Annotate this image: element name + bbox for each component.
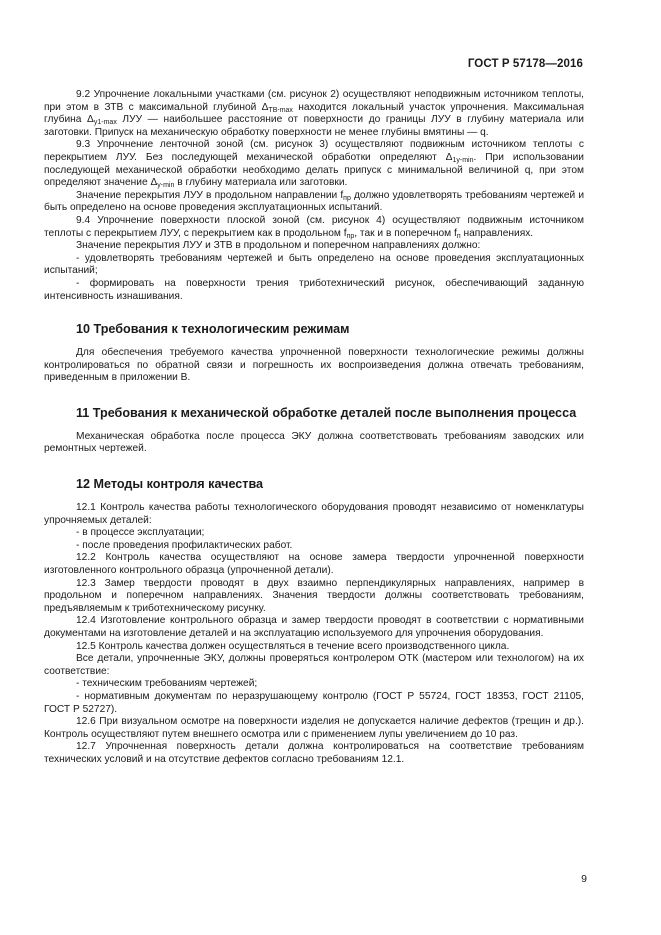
paragraph-9-3: 9.3 Упрочнение ленточной зоной (см. рисунок 3) осуществляют подвижным источником теплоты с перекрытием ЛУУ. Без последующей механической обработки определяют $\Delta_{1у-min}$. При использовании последующей механической обработки необходимо делать припуск с минимальной величиной q, при этом определяют значение $\Delta_{у-min}$ в глубину материала или заготовки. bbox=[44, 139, 585, 190]
paragraph-11: Механическая обработка после процесса ЭКУ должна соответствовать требованиям заводских или ремонтных чертежей. bbox=[44, 430, 584, 455]
section-10-heading: 10 Требования к технологическим режимам bbox=[76, 322, 350, 337]
section-9-continued bbox=[44, 89, 584, 303]
paragraph-12-3: 12.3 Замер твердости проводят в двух взаимно перпендикулярных направлениях, например в продольном и поперечном направлениях. Значения твердости должны соответствовать требованиям, предъявляемым к триботехническому рисунку. bbox=[44, 577, 584, 614]
paragraph-12-6: 12.6 При визуальном осмотре на поверхности изделия не допускается наличие дефектов (трещин и др.). Контроль осуществляют путем внешнего осмотра или с применением лупы увеличением до 10 раз. bbox=[44, 716, 584, 740]
list-item: - в процессе эксплуатации; bbox=[76, 527, 205, 539]
paragraph-12-2: 12.2 Контроль качества осуществляют на основе замера твердости упрочненной поверхности изготовленного контрольного образца (упрочненной детали). bbox=[44, 552, 584, 577]
paragraph-9-3-overlap: Значение перекрытия ЛУУ в продольном направлении $f_{пр}$ должно удовлетворять требованиям чертежей и быть определено на основе проведения эксплуатационных испытаний. bbox=[44, 189, 585, 214]
section-11-heading: 11 Требования к механической обработке деталей после выполнения процесса bbox=[76, 405, 577, 420]
paragraph-12-4: 12.4 Изготовление контрольного образца и замер твердости проводят в соответствии с нормативными документами на изготовление деталей и на эксплуатацию используемого для упрочнения оборудования. bbox=[44, 615, 584, 639]
document-standard-id: ГОСТ Р 57178—2016 bbox=[467, 58, 583, 70]
list-item: - удовлетворять требованиям чертежей и быть определено на основе проведения эксплуатационных испытаний; bbox=[44, 252, 584, 277]
section-12-heading: 12 Методы контроля качества bbox=[76, 477, 264, 492]
paragraph-12-5-otk: Все детали, упрочненные ЭКУ, должны проверяться контролером ОТК (мастером или технологом) на их соответствие: bbox=[44, 653, 584, 677]
paragraph-9-4: 9.4 Упрочнение поверхности плоской зоной (см. рисунок 4) осуществляют подвижным источником теплоты с перекрытием ЛУУ, с перекрытием как в продольном $f_{пр}$, так и в поперечном $f_п$ направлениях. bbox=[44, 214, 584, 240]
page-number: 9 bbox=[581, 873, 587, 885]
paragraph-12-1: 12.1 Контроль качества работы технологического оборудования проводят независимо от номенклатуры упрочняемых деталей: bbox=[44, 502, 584, 526]
paragraph-9-4-overlap: Значение перекрытия ЛУУ и ЗТВ в продольном и поперечном направлениях должно: bbox=[76, 240, 481, 252]
document-body bbox=[44, 89, 584, 767]
list-item: - после проведения профилактических работ. bbox=[76, 539, 293, 551]
list-item: - формировать на поверхности трения триботехнический рисунок, обеспечивающий заданную интенсивность изнашивания. bbox=[44, 277, 584, 302]
paragraph-12-7: 12.7 Упрочненная поверхность детали должна контролироваться на соответствие требованиям технических условий и на отсутствие дефектов согласно требованиям 12.1. bbox=[44, 741, 584, 765]
paragraph-10: Для обеспечения требуемого качества упрочненной поверхности технологические режимы должны контролироваться по обратной связи и погрешность их воспроизведения должна отвечать требованиям, приведенным в приложении В. bbox=[44, 347, 584, 384]
paragraph-12-5: 12.5 Контроль качества должен осуществляться в течение всего производственного цикла. bbox=[76, 640, 510, 652]
paragraph-9-2: 9.2 Упрочнение локальными участками (см. рисунок 2) осуществляют неподвижным источником теплоты, при этом в ЗТВ с максимальной глубиной $\Delta_{ТВ-max}$ находится локальный участок упрочнения. Максимальная глубина $\Delta_{у1-max}$ ЛУУ — наибольшее расстояние от поверхности до границы ЛУУ в глубину материала или заготовки. Припуск на механическую обработку поверхности не менее глубины вмятины — q. bbox=[44, 89, 584, 138]
list-item: - нормативным документам по неразрушающему контролю (ГОСТ Р 55724, ГОСТ 18353, ГОСТ 21105, ГОСТ Р 52727). bbox=[44, 690, 584, 715]
list-item: - техническим требованиям чертежей; bbox=[76, 678, 258, 690]
